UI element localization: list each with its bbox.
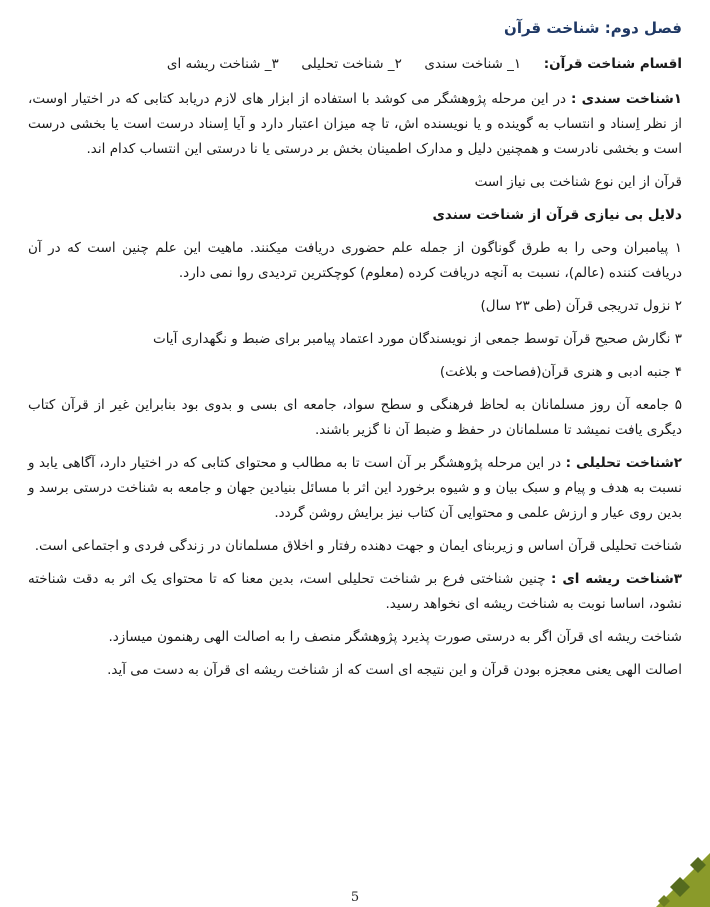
reason-item-5: ۵ جامعه آن روز مسلمانان به لحاظ فرهنگی و سطح سواد، جامعه ای بسی و بدوی بود بنابراین غیر از قرآن کتاب دیگری یافت نمیشد تا مسلمانان در حفظ و ضبط آن نا گزیر باشند. [28, 397, 682, 438]
reason-item-2: ۲ نزول تدریجی قرآن (طی ۲۳ سال) [480, 298, 682, 314]
knowledge-type-2: ۲_ شناخت تحلیلی [301, 56, 402, 72]
chapter-title: فصل دوم: شناخت قرآن [504, 19, 682, 37]
page-number: 5 [350, 890, 360, 905]
tahlili-note: شناخت تحلیلی قرآن اساس و زیربنای ایمان و جهت دهنده رفتار و اخلاق مسلمانان در زندگی فردی و اجتماعی است. [34, 538, 682, 554]
reasons-heading-text: دلایل بی نیازی قرآن از شناخت سندی [432, 207, 682, 223]
sanadi-body: در این مرحله پژوهشگر می کوشد با استفاده از ابزار های لازم دریابد کتابی که در اختیار اوست، از نظر اِسناد و انتساب به گوینده و یا نویسنده اش، تا چه میزان اعتبار دارد و آیا اِسناد درست است یا بخشی درست است و بخشی نادرست و همچنین دلیل و مدارک اطمینان بخش بر درستی یا نا درستی این انتساب کدام اند. [28, 91, 682, 157]
risheh-paragraph [28, 567, 682, 617]
tahlili-body: در این مرحله پژوهشگر بر آن است تا به مطالب و محتوای کتابی که در اختیار دارد، آگاهی یابد و نسبت به هدف و پیام و سبک بیان و و شیوه برخورد این اثر با مسائل بنیادین جهان و جامعه به شناخت درستی برسد و بدین روی عیار و ارزش علمی و محتوایی آن کتاب نیز برایش روشن گردد. [28, 455, 682, 521]
risheh-note-2: اصالت الهی یعنی معجزه بودن قرآن و این نتیجه ای است که از شناخت ریشه ای قرآن به دست می آید. [107, 662, 682, 678]
reason-item-4: ۴ جنبه ادبی و هنری قرآن(فصاحت و بلاغت) [439, 364, 682, 380]
knowledge-types-line [28, 52, 682, 77]
document-page [28, 10, 682, 877]
knowledge-types-label: اقسام شناخت قرآن: [543, 56, 682, 72]
knowledge-type-1: ۱_ شناخت سندی [424, 56, 522, 72]
reason-item-3: ۳ نگارش صحیح قرآن توسط جمعی از نویسندگان مورد اعتماد پیامبر برای ضبط و نگهداری آیات [152, 331, 682, 347]
reason-item-1: ۱ پیامبران وحی را به طرق گوناگون از جمله علم حضوری دریافت میکنند. ماهیت این علم چنین است که در آن دریافت کننده (عالم)، نسبت به آنچه دریافت کرده (معلوم) کوچکترین تردیدی روا نمی دارد. [28, 240, 682, 281]
risheh-heading: ۳شناخت ریشه ای : [551, 571, 682, 587]
tahlili-heading: ۲شناخت تحلیلی : [565, 455, 682, 471]
tahlili-paragraph [28, 451, 682, 526]
sanadi-heading: ۱شناخت سندی : [570, 91, 683, 107]
knowledge-type-3: ۳_ شناخت ریشه ای [166, 56, 279, 72]
corner-decoration-icon [646, 843, 710, 907]
risheh-note-1: شناخت ریشه ای قرآن اگر به درستی صورت پذیرد پژوهشگر منصف را به اصالت الهی رهنمون میسازد. [108, 629, 682, 645]
sanadi-paragraph [28, 87, 682, 162]
no-need-paragraph: قرآن از این نوع شناخت بی نیاز است [474, 174, 682, 190]
risheh-body: چنین شناختی فرع بر شناخت تحلیلی است، بدین معنا که تا محتوای یک اثر به دقت شناخته نشود، اساسا نوبت به شناخت ریشه ای نخواهد رسید. [28, 571, 682, 612]
reasons-heading [28, 203, 682, 228]
